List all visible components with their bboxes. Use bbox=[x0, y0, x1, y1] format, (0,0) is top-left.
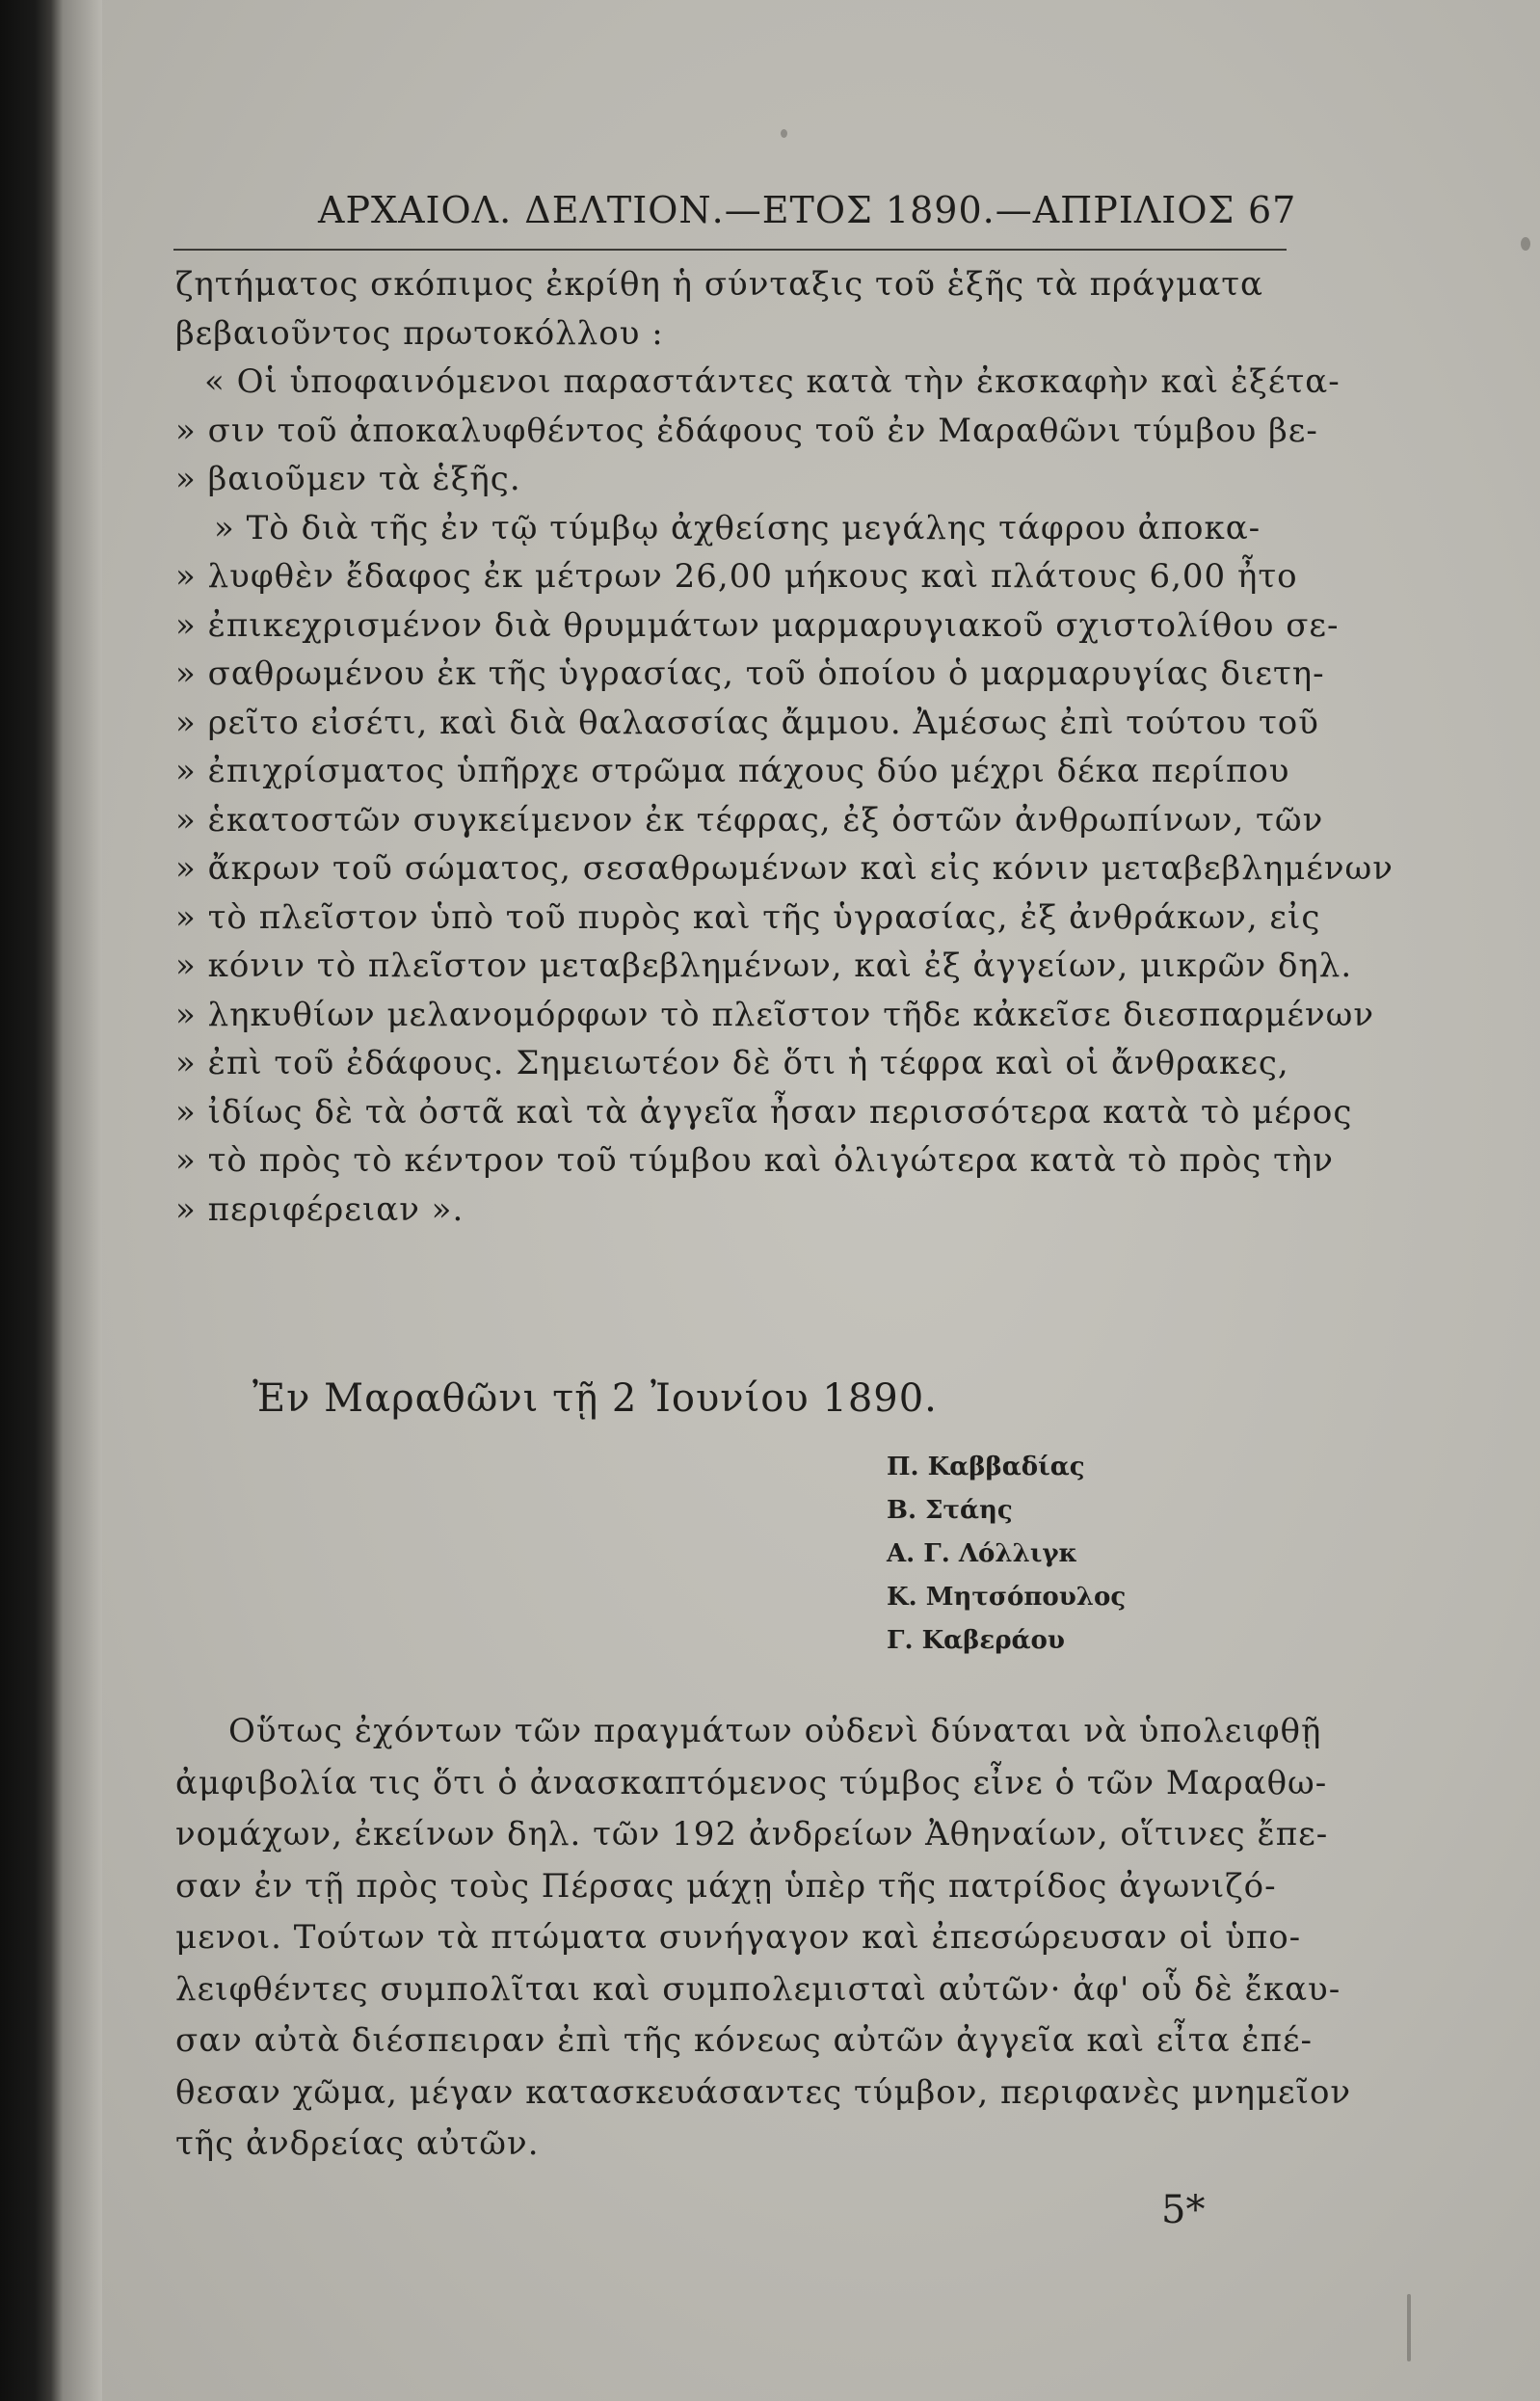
page-number: 67 bbox=[1248, 189, 1297, 231]
signature: Β. Στάης bbox=[887, 1496, 1013, 1525]
text-line: τῆς ἀνδρείας αὐτῶν. bbox=[175, 2124, 540, 2163]
signature: Π. Καββαδίας bbox=[887, 1453, 1085, 1481]
gutter-shadow bbox=[64, 0, 102, 2401]
text-line: » τὸ πλεῖστον ὑπὸ τοῦ πυρὸς καὶ τῆς ὑγρασίας, ἐξ ἀνθράκων, εἰς bbox=[175, 897, 1321, 937]
header-rule bbox=[173, 249, 1287, 251]
signature: Α. Γ. Λόλλιγκ bbox=[887, 1539, 1078, 1568]
text-line: » σιν τοῦ ἀποκαλυφθέντος ἐδάφους τοῦ ἐν Μαραθῶνι τύμβου βε- bbox=[175, 411, 1318, 450]
text-line: » βαιοῦμεν τὰ ἑξῆς. bbox=[175, 460, 521, 498]
text-line: » λυφθὲν ἔδαφος ἐκ μέτρων 26,00 μήκους καὶ πλάτους 6,00 ἦτο bbox=[175, 557, 1298, 596]
text-line: λειφθέντες συμπολῖται καὶ συμπολεμισταὶ αὐτῶν· ἀφ' οὗ δὲ ἔκαυ- bbox=[175, 1969, 1341, 2009]
text-line: μενοι. Τούτων τὰ πτώματα συνήγαγον καὶ ἐπεσώρευσαν οἱ ὑπο- bbox=[175, 1918, 1302, 1957]
book-spine bbox=[0, 0, 64, 2401]
signature: Κ. Μητσόπουλος bbox=[887, 1583, 1127, 1612]
text-line: » ἐπὶ τοῦ ἐδάφους. Σημειωτέον δὲ ὅτι ἡ τέφρα καὶ οἱ ἄνθρακες, bbox=[175, 1044, 1289, 1082]
signature: Γ. Καβεράου bbox=[887, 1626, 1065, 1655]
date-line: Ἐν Μαραθῶνι τῇ 2 Ἰουνίου 1890. bbox=[252, 1376, 938, 1421]
text-line: σαν ἐν τῇ πρὸς τοὺς Πέρσας μάχῃ ὑπὲρ τῆς πατρίδος ἀγωνιζό- bbox=[175, 1866, 1277, 1906]
text-line: βεβαιοῦντος πρωτοκόλλου : bbox=[175, 313, 664, 353]
text-line: Οὕτως ἐχόντων τῶν πραγμάτων οὐδενὶ δύναται νὰ ὑπολειφθῇ bbox=[228, 1712, 1322, 1750]
signature-mark: 5* bbox=[1161, 2188, 1206, 2232]
text-line: » ρεῖτο εἰσέτι, καὶ διὰ θαλασσίας ἄμμου. Ἀμέσως ἐπὶ τούτου τοῦ bbox=[175, 703, 1319, 742]
text-line: ἀμφιβολία τις ὅτι ὁ ἀνασκαπτόμενος τύμβος εἶνε ὁ τῶν Μαραθω- bbox=[175, 1763, 1328, 1802]
signature-list bbox=[887, 1446, 1126, 1663]
main-text bbox=[175, 260, 1394, 1234]
text-line: « Οἱ ὑποφαινόμενοι παραστάντες κατὰ τὴν ἐκσκαφὴν καὶ ἐξέτα- bbox=[204, 362, 1341, 401]
text-line: σαν αὐτὰ διέσπειραν ἐπὶ τῆς κόνεως αὐτῶν ἀγγεῖα καὶ εἶτα ἐπέ- bbox=[175, 2021, 1314, 2060]
text-line: » κόνιν τὸ πλεῖστον μεταβεβλημένων, καὶ ἐξ ἀγγείων, μικρῶν δηλ. bbox=[175, 947, 1353, 985]
text-line: » Τὸ διὰ τῆς ἐν τῷ τύμβῳ ἀχθείσης μεγάλης τάφρου ἀποκα- bbox=[214, 508, 1261, 547]
text-line: ζητήματος σκόπιμος ἐκρίθη ἡ σύνταξις τοῦ ἑξῆς τὰ πράγματα bbox=[175, 265, 1264, 304]
header-title: ΑΡΧΑΙΟΛ. ΔΕΛΤΙΟΝ.—ΕΤΟΣ 1890.—ΑΠΡΙΛΙΟΣ bbox=[318, 189, 1235, 231]
text-line: νομάχων, ἐκείνων δηλ. τῶν 192 ἀνδρείων Ἀθηναίων, οἵτινες ἔπε- bbox=[175, 1815, 1329, 1854]
text-line: θεσαν χῶμα, μέγαν κατασκευάσαντες τύμβον, περιφανὲς μνημεῖον bbox=[175, 2072, 1352, 2112]
text-line: » σαθρωμένου ἐκ τῆς ὑγρασίας, τοῦ ὁποίου ὁ μαρμαρυγίας διετη- bbox=[175, 654, 1325, 693]
ink-speck bbox=[1521, 237, 1530, 251]
ink-scratch bbox=[1407, 2294, 1411, 2361]
text-line: » περιφέρειαν ». bbox=[175, 1189, 465, 1229]
running-header bbox=[318, 189, 1297, 237]
text-line: » ἐπικεχρισμένον διὰ θρυμμάτων μαρμαρυγιακοῦ σχιστολίθου σε- bbox=[175, 605, 1340, 645]
text-line: » τὸ πρὸς τὸ κέντρον τοῦ τύμβου καὶ ὀλιγώτερα κατὰ τὸ πρὸς τὴν bbox=[175, 1141, 1334, 1180]
text-line: » ληκυθίων μελανομόρφων τὸ πλεῖστον τῆδε κἀκεῖσε διεσπαρμένων bbox=[175, 995, 1375, 1034]
text-line: » ἑκατοστῶν συγκείμενον ἐκ τέφρας, ἐξ ὀστῶν ἀνθρωπίνων, τῶν bbox=[175, 800, 1324, 840]
closing-paragraph bbox=[175, 1706, 1352, 2171]
ink-speck bbox=[781, 129, 787, 138]
text-line: » ἐπιχρίσματος ὑπῆρχε στρῶμα πάχους δύο μέχρι δέκα περίπου bbox=[175, 752, 1290, 790]
text-line: » ἰδίως δὲ τὰ ὀστᾶ καὶ τὰ ἀγγεῖα ἦσαν περισσότερα κατὰ τὸ μέρος bbox=[175, 1092, 1353, 1132]
text-line: » ἄκρων τοῦ σώματος, σεσαθρωμένων καὶ εἰς κόνιν μεταβεβλημένων bbox=[175, 849, 1394, 888]
